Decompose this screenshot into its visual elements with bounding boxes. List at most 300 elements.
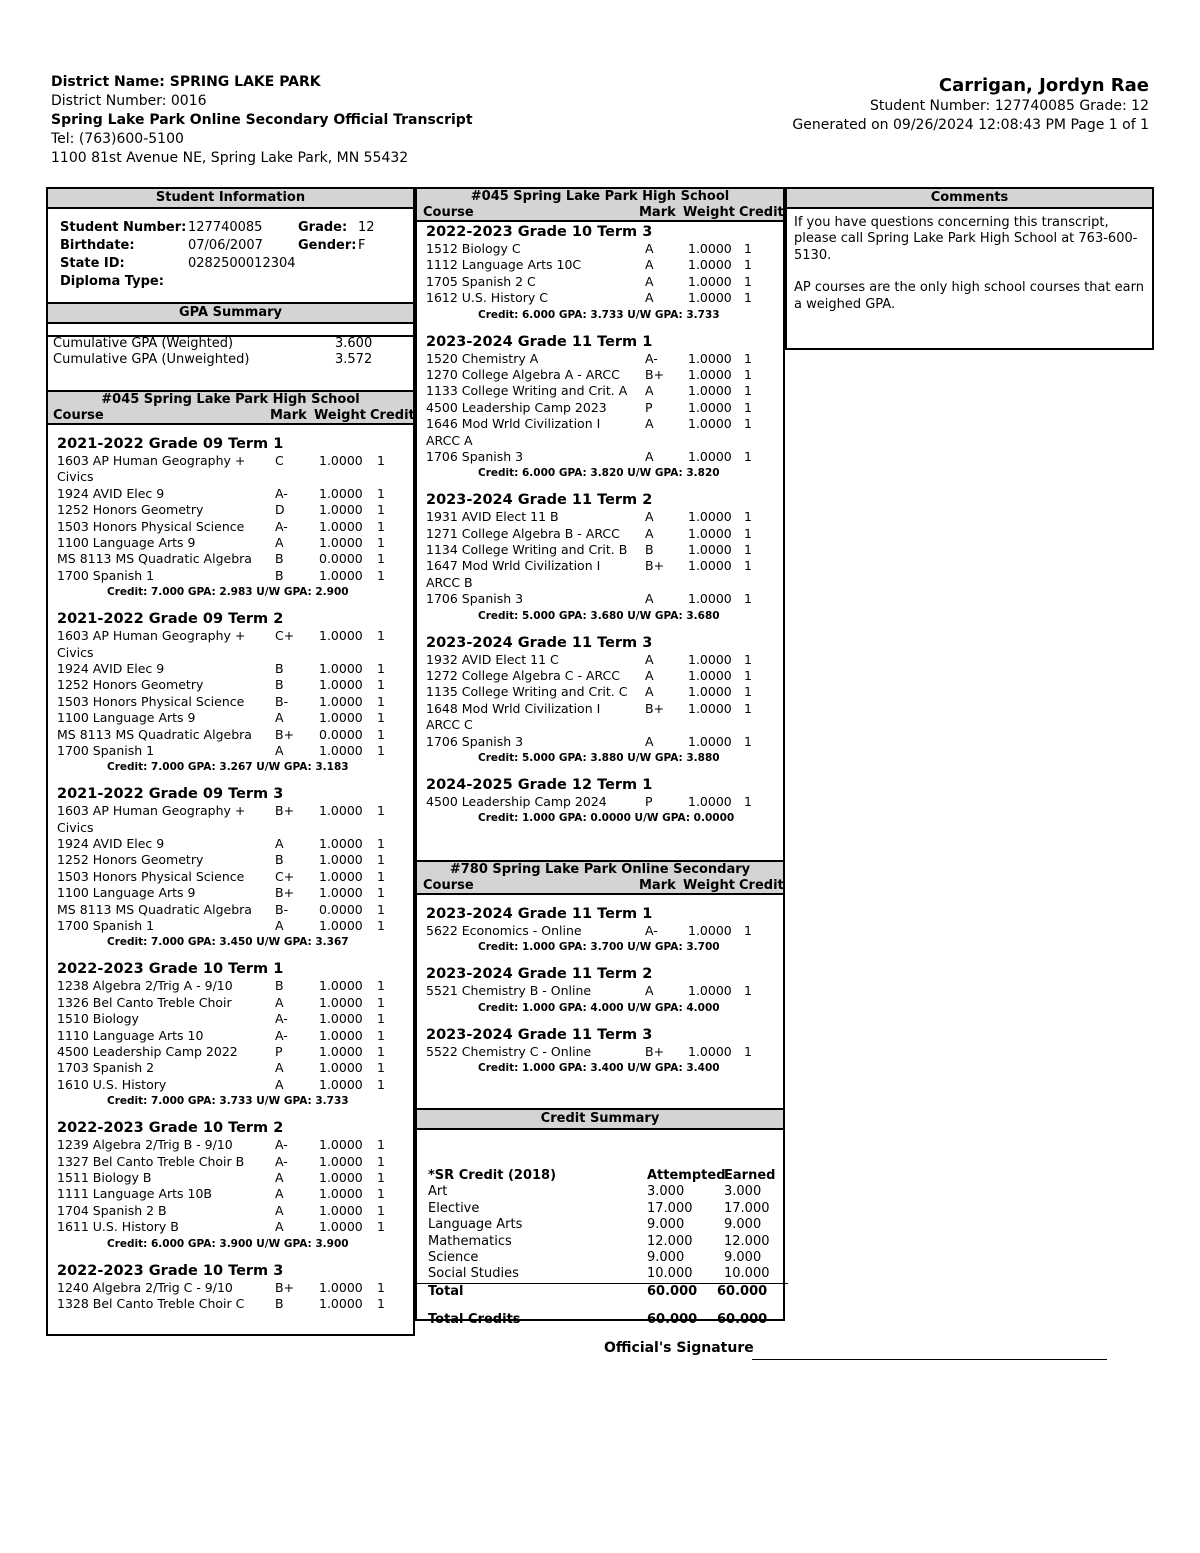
course-row: [57, 710, 413, 726]
course-row: [426, 257, 783, 273]
term-title: 2021-2022 Grade 09 Term 3: [57, 786, 284, 803]
term-title: 2022-2023 Grade 10 Term 1: [57, 961, 284, 978]
course-weight: 1.0000: [688, 651, 732, 667]
course-name: 4500 Leadership Camp 2024: [426, 794, 607, 810]
course-mark: B: [275, 978, 284, 994]
course-name: 1252 Honors Geometry: [57, 852, 204, 868]
course-weight: 1.0000: [319, 852, 363, 868]
course-weight: 1.0000: [688, 1043, 732, 1059]
grade-value: 12: [358, 220, 375, 235]
course-row: [426, 983, 783, 999]
course-credit: 1: [744, 591, 752, 607]
online-term-list: [417, 905, 783, 1076]
course-credit: 1: [744, 525, 752, 541]
course-weight: 1.0000: [688, 350, 732, 366]
total-credits-row: Total Credits 60.000 60.000: [428, 1312, 768, 1328]
course-mark: A: [275, 994, 284, 1010]
term-block: [426, 491, 783, 623]
course-weight: 1.0000: [319, 1043, 363, 1059]
course-credit: 1: [744, 923, 752, 938]
course-credit: 1: [744, 273, 752, 289]
course-row: [57, 743, 413, 759]
course-weight: 1.0000: [688, 525, 732, 541]
course-row: [57, 995, 413, 1011]
course-name: 1646 Mod Wrld Civilization I ARCC A: [426, 416, 601, 448]
course-name: 1328 Bel Canto Treble Choir C: [57, 1295, 245, 1311]
course-mark: A: [645, 448, 654, 464]
course-name: 1706 Spanish 3: [426, 448, 524, 464]
course-credit: 1: [377, 1043, 385, 1059]
credit-label: Elective: [428, 1200, 480, 1216]
term-totals: Credit: 1.000 GPA: 4.000 U/W GPA: 4.000: [478, 1001, 720, 1014]
course-name: 1100 Language Arts 9: [57, 710, 196, 726]
course-credit: 1: [377, 1011, 385, 1027]
course-credit: 1: [377, 660, 385, 676]
credit-earned: 9.000: [724, 1249, 762, 1265]
course-credit: 1: [377, 918, 385, 934]
course-credit: 1: [744, 1043, 752, 1059]
credit-summary-row: [428, 1201, 783, 1217]
course-weight: 1.0000: [319, 1279, 363, 1295]
course-row: [57, 1028, 413, 1044]
term-totals: Credit: 1.000 GPA: 0.0000 U/W GPA: 0.0000: [478, 812, 735, 825]
credit-summary-header: *SR Credit (2018) Attempted Earned: [428, 1168, 776, 1183]
course-name: 1271 College Algebra B - ARCC: [426, 525, 620, 541]
course-row: [57, 502, 413, 518]
weight-header: Weight: [314, 408, 366, 423]
course-mark: B: [645, 542, 654, 558]
course-row: [426, 449, 783, 465]
course-name: 1648 Mod Wrld Civilization I ARCC C: [426, 700, 601, 733]
course-credit: 1: [377, 1219, 385, 1235]
course-name: 1924 AVID Elec 9: [57, 660, 165, 676]
course-weight: 1.0000: [688, 383, 732, 399]
course-name: 1503 Honors Physical Science: [57, 693, 245, 709]
term-title: 2023-2024 Grade 11 Term 3: [426, 1026, 653, 1043]
course-name: 1706 Spanish 3: [426, 733, 524, 749]
course-weight: 0.0000: [319, 901, 363, 917]
course-mark: A: [645, 591, 654, 607]
course-mark: B+: [645, 558, 665, 574]
course-row: [426, 684, 783, 700]
course-name: 1240 Algebra 2/Trig C - 9/10: [57, 1279, 233, 1295]
course-mark: A: [645, 525, 654, 541]
course-name: 1110 Language Arts 10: [57, 1027, 204, 1043]
course-weight: 1.0000: [319, 567, 363, 583]
term-totals: Credit: 6.000 GPA: 3.820 U/W GPA: 3.820: [478, 467, 720, 480]
course-row: [426, 558, 783, 591]
school-780-panel: [415, 860, 785, 1110]
course-weight: 1.0000: [319, 660, 363, 676]
term-title: 2022-2023 Grade 10 Term 3: [57, 1262, 284, 1279]
course-name: 1133 College Writing and Crit. A: [426, 383, 628, 399]
course-weight: 1.0000: [319, 710, 363, 726]
course-credit: 1: [744, 542, 752, 558]
course-name: 1238 Algebra 2/Trig A - 9/10: [57, 978, 233, 994]
course-name: MS 8113 MS Quadratic Algebra: [57, 551, 252, 567]
course-row: [57, 1011, 413, 1027]
course-credit: 1: [377, 567, 385, 583]
course-weight: 1.0000: [688, 668, 732, 684]
course-name: 1270 College Algebra A - ARCC: [426, 366, 620, 382]
course-credit: 1: [377, 677, 385, 693]
course-credit: 1: [377, 1076, 385, 1092]
course-credit: 1: [377, 901, 385, 917]
course-name: 1703 Spanish 2: [57, 1060, 155, 1076]
transcript-title: Spring Lake Park Online Secondary Official Transcript: [51, 112, 473, 128]
course-mark: A: [645, 684, 654, 700]
course-credit: 1: [744, 651, 752, 667]
course-credit: 1: [377, 852, 385, 868]
course-credit: 1: [377, 534, 385, 550]
term-totals: Credit: 5.000 GPA: 3.880 U/W GPA: 3.880: [478, 752, 720, 765]
course-row: [57, 551, 413, 567]
course-name: 1700 Spanish 1: [57, 742, 155, 758]
course-name: 1239 Algebra 2/Trig B - 9/10: [57, 1137, 233, 1153]
course-weight: 1.0000: [319, 918, 363, 934]
school-045-title: #045 Spring Lake Park High School: [48, 392, 413, 408]
course-name: 1272 College Algebra C - ARCC: [426, 668, 621, 684]
course-mark: B: [275, 660, 284, 676]
term-block: [426, 333, 783, 482]
course-weight: 1.0000: [319, 534, 363, 550]
district-number: District Number: 0016: [51, 93, 207, 109]
course-weight: 1.0000: [319, 1076, 363, 1092]
credit-attempted: 10.000: [647, 1266, 693, 1282]
course-row: [57, 852, 413, 868]
course-row: [57, 869, 413, 885]
course-credit: 1: [377, 994, 385, 1010]
course-row: [57, 1154, 413, 1170]
term-title: 2023-2024 Grade 11 Term 1: [426, 333, 653, 350]
course-credit: 1: [744, 241, 752, 256]
course-mark: B+: [275, 1279, 295, 1295]
gender-label: Gender:: [298, 238, 357, 253]
course-row: [57, 1060, 413, 1076]
course-mark: A: [275, 1219, 284, 1235]
course-row: [426, 274, 783, 290]
course-credit: 1: [744, 366, 752, 382]
course-weight: 1.0000: [319, 1027, 363, 1043]
course-mark: A-: [275, 518, 288, 534]
course-row: [426, 542, 783, 558]
course-mark: B-: [275, 901, 289, 917]
term-block: [57, 1119, 413, 1251]
credit-attempted: 17.000: [647, 1200, 693, 1216]
course-column-header: [48, 408, 413, 425]
unweighted-gpa-label: Cumulative GPA (Unweighted): [53, 352, 250, 367]
credit-header: Credit: [739, 878, 784, 893]
course-credit: 1: [377, 502, 385, 518]
course-credit: 1: [377, 1186, 385, 1202]
credit-summary-row: [428, 1184, 783, 1200]
weight-header: Weight: [683, 878, 735, 893]
course-row: [57, 918, 413, 934]
school-045-title-mid: #045 Spring Lake Park High School: [417, 189, 783, 205]
course-weight: 1.0000: [688, 509, 732, 525]
grade-label: Grade:: [298, 220, 348, 235]
gpa-summary-title: GPA Summary: [48, 304, 413, 324]
diploma-type-label: Diploma Type:: [60, 274, 164, 289]
course-credit: 1: [377, 742, 385, 758]
course-column-header-online: [417, 878, 783, 895]
course-row: [57, 1170, 413, 1186]
course-weight: 1.0000: [319, 1169, 363, 1185]
term-block: [426, 965, 783, 1015]
course-mark: A: [275, 534, 284, 550]
course-credit: 1: [744, 290, 752, 306]
course-name: 1932 AVID Elect 11 C: [426, 651, 559, 667]
weighted-gpa-value: 3.600: [335, 336, 373, 351]
course-mark: A: [645, 383, 654, 399]
course-mark: B+: [645, 700, 665, 716]
course-mark: A: [275, 1076, 284, 1092]
course-row: [57, 885, 413, 901]
course-mark: A-: [645, 923, 658, 938]
course-row: [426, 367, 783, 383]
credit-summary-row: [428, 1266, 783, 1282]
course-header: Course: [423, 878, 474, 893]
course-mark: B+: [645, 1043, 665, 1059]
course-weight: 1.0000: [319, 1153, 363, 1169]
course-credit: 1: [744, 399, 752, 415]
course-weight: 0.0000: [319, 551, 363, 567]
course-name: 1931 AVID Elect 11 B: [426, 509, 559, 525]
credit-summary-row: [428, 1217, 783, 1233]
course-weight: 1.0000: [319, 677, 363, 693]
course-row: [57, 535, 413, 551]
course-name: 1705 Spanish 2 C: [426, 273, 536, 289]
credit-summary-row: [428, 1250, 783, 1266]
course-name: 1134 College Writing and Crit. B: [426, 542, 628, 558]
course-credit: 1: [377, 628, 385, 644]
course-weight: 1.0000: [688, 399, 732, 415]
student-header: [792, 74, 1149, 135]
course-mark: A: [275, 1186, 284, 1202]
term-totals: Credit: 7.000 GPA: 2.983 U/W GPA: 2.900: [107, 586, 349, 599]
course-row: [426, 383, 783, 399]
mark-header: Mark: [270, 408, 307, 423]
course-credit: 1: [744, 350, 752, 366]
course-credit: 1: [377, 453, 385, 468]
course-mark: A: [275, 1202, 284, 1218]
course-name: 1252 Honors Geometry: [57, 502, 204, 518]
course-credit: 1: [744, 700, 752, 716]
course-row: [57, 1219, 413, 1235]
term-totals: Credit: 6.000 GPA: 3.733 U/W GPA: 3.733: [478, 308, 720, 321]
term-block: [57, 1262, 413, 1313]
course-weight: 1.0000: [319, 485, 363, 501]
credit-total-row: Total 60.000 60.000: [417, 1283, 788, 1300]
credit-attempted: 12.000: [647, 1233, 693, 1249]
course-mark: A: [275, 918, 284, 934]
course-header: Course: [53, 408, 104, 423]
course-weight: 1.0000: [319, 868, 363, 884]
student-number-grade: Student Number: 127740085 Grade: 12: [869, 98, 1149, 114]
gpa-summary-panel: [46, 302, 415, 392]
school-780-title: #780 Spring Lake Park Online Secondary: [417, 862, 783, 878]
school-045-left-panel: [46, 390, 415, 1336]
course-credit: 1: [377, 726, 385, 742]
course-weight: 1.0000: [688, 684, 732, 700]
student-info-title: Student Information: [48, 189, 413, 209]
weight-header: Weight: [683, 205, 735, 220]
credit-attempted: 3.000: [647, 1184, 685, 1200]
term-totals: Credit: 7.000 GPA: 3.267 U/W GPA: 3.183: [107, 761, 349, 774]
course-name: 1700 Spanish 1: [57, 567, 155, 583]
comments-title: Comments: [787, 189, 1152, 209]
course-row: [57, 1296, 413, 1312]
course-weight: 1.0000: [688, 542, 732, 558]
course-mark: B+: [275, 803, 295, 819]
credit-label: Science: [428, 1249, 479, 1265]
course-row: [426, 701, 783, 734]
comments-panel: [785, 187, 1154, 350]
course-weight: 1.0000: [319, 518, 363, 534]
credit-earned: 3.000: [724, 1184, 762, 1200]
course-mark: A: [645, 273, 654, 289]
course-weight: 1.0000: [319, 693, 363, 709]
term-title: 2024-2025 Grade 12 Term 1: [426, 777, 653, 794]
credit-earned: 12.000: [724, 1233, 770, 1249]
course-name: 1610 U.S. History: [57, 1076, 167, 1092]
course-row: [57, 519, 413, 535]
course-mark: A-: [275, 1027, 288, 1043]
course-row: [57, 1137, 413, 1153]
signature-line[interactable]: [752, 1359, 1107, 1360]
course-credit: 1: [744, 983, 752, 999]
course-name: 1611 U.S. History B: [57, 1219, 179, 1235]
course-name: 1503 Honors Physical Science: [57, 868, 245, 884]
generated-date: Generated on 09/26/2024 12:08:43 PM Page 1 of 1: [792, 117, 1149, 133]
course-row: [426, 290, 783, 306]
course-mark: B: [275, 567, 284, 583]
course-name: 4500 Leadership Camp 2022: [57, 1043, 238, 1059]
course-name: 1603 AP Human Geography + Civics: [57, 803, 246, 835]
birthdate-value: 07/06/2007: [188, 238, 263, 253]
course-name: 1603 AP Human Geography + Civics: [57, 628, 246, 660]
course-mark: A-: [275, 485, 288, 501]
course-name: 1520 Chemistry A: [426, 350, 539, 366]
course-weight: 1.0000: [688, 366, 732, 382]
course-name: 1700 Spanish 1: [57, 918, 155, 934]
course-mark: C+: [275, 628, 295, 644]
course-mark: P: [275, 1043, 283, 1059]
course-name: MS 8113 MS Quadratic Algebra: [57, 726, 252, 742]
credit-label: Mathematics: [428, 1233, 512, 1249]
district-tel: Tel: (763)600-5100: [51, 131, 184, 147]
credit-summary-row: [428, 1234, 783, 1250]
comment-ap-note: AP courses are the only high school courses that earn a weighed GPA.: [794, 280, 1144, 312]
course-credit: 1: [377, 710, 385, 726]
course-mark: B+: [275, 885, 295, 901]
course-weight: 1.0000: [319, 1137, 363, 1153]
term-title: 2022-2023 Grade 10 Term 2: [57, 1120, 284, 1137]
course-credit: 1: [377, 1295, 385, 1311]
course-name: MS 8113 MS Quadratic Algebra: [57, 901, 252, 917]
course-credit: 1: [377, 1279, 385, 1295]
gender-value: F: [358, 238, 366, 253]
term-block: [57, 785, 413, 950]
course-row: [57, 1280, 413, 1296]
term-block: [426, 1026, 783, 1076]
course-weight: 1.0000: [319, 978, 363, 994]
course-weight: 1.0000: [688, 290, 732, 306]
course-credit: 1: [744, 383, 752, 399]
course-mark: A: [645, 983, 654, 999]
term-block: [426, 776, 783, 826]
course-mark: B+: [645, 366, 665, 382]
course-weight: 1.0000: [688, 591, 732, 607]
course-name: 1647 Mod Wrld Civilization I ARCC B: [426, 558, 601, 590]
course-name: 1510 Biology: [57, 1011, 139, 1027]
course-name: 1327 Bel Canto Treble Choir B: [57, 1153, 245, 1169]
course-row: [426, 526, 783, 542]
course-name: 1706 Spanish 3: [426, 591, 524, 607]
mark-header: Mark: [639, 878, 676, 893]
course-credit: 1: [377, 1169, 385, 1185]
course-name: 1511 Biology B: [57, 1169, 152, 1185]
course-credit: 1: [377, 868, 385, 884]
course-row: [57, 803, 413, 836]
course-mark: P: [645, 399, 653, 415]
mid-term-list: [417, 223, 783, 826]
course-name: 5522 Chemistry C - Online: [426, 1043, 592, 1059]
course-row: [57, 694, 413, 710]
course-credit: 1: [744, 668, 752, 684]
course-row: [57, 453, 413, 486]
course-name: 1512 Biology C: [426, 241, 521, 256]
course-header: Course: [423, 205, 474, 220]
course-mark: P: [645, 794, 653, 810]
course-weight: 1.0000: [688, 700, 732, 716]
course-mark: A: [645, 290, 654, 306]
course-name: 1924 AVID Elec 9: [57, 485, 165, 501]
course-mark: A: [275, 1060, 284, 1076]
unweighted-gpa-value: 3.572: [335, 352, 373, 367]
course-mark: A: [645, 416, 654, 432]
course-mark: A: [645, 509, 654, 525]
course-row: [57, 727, 413, 743]
district-address: 1100 81st Avenue NE, Spring Lake Park, MN 55432: [51, 150, 409, 166]
course-credit: 1: [377, 485, 385, 501]
course-mark: A: [645, 733, 654, 749]
course-name: 1612 U.S. History C: [426, 290, 548, 306]
course-credit: 1: [377, 885, 385, 901]
term-title: 2021-2022 Grade 09 Term 1: [57, 436, 284, 452]
course-weight: 1.0000: [319, 1295, 363, 1311]
course-weight: 1.0000: [688, 241, 732, 256]
term-block: [57, 960, 413, 1109]
credit-header: Credit: [739, 205, 784, 220]
course-credit: 1: [377, 803, 385, 819]
course-row: [426, 923, 783, 939]
course-name: 1503 Honors Physical Science: [57, 518, 245, 534]
course-name: 1924 AVID Elec 9: [57, 836, 165, 852]
course-row: [57, 836, 413, 852]
course-weight: 1.0000: [688, 257, 732, 273]
term-block: [426, 223, 783, 323]
course-weight: 1.0000: [319, 1060, 363, 1076]
term-title: 2023-2024 Grade 11 Term 2: [426, 966, 653, 983]
course-mark: A: [645, 668, 654, 684]
credit-summary-rows: [428, 1184, 783, 1282]
course-weight: 1.0000: [688, 794, 732, 810]
course-credit: 1: [377, 1060, 385, 1076]
course-row: [57, 1044, 413, 1060]
course-name: 1100 Language Arts 9: [57, 885, 196, 901]
left-term-list: [48, 435, 413, 1312]
